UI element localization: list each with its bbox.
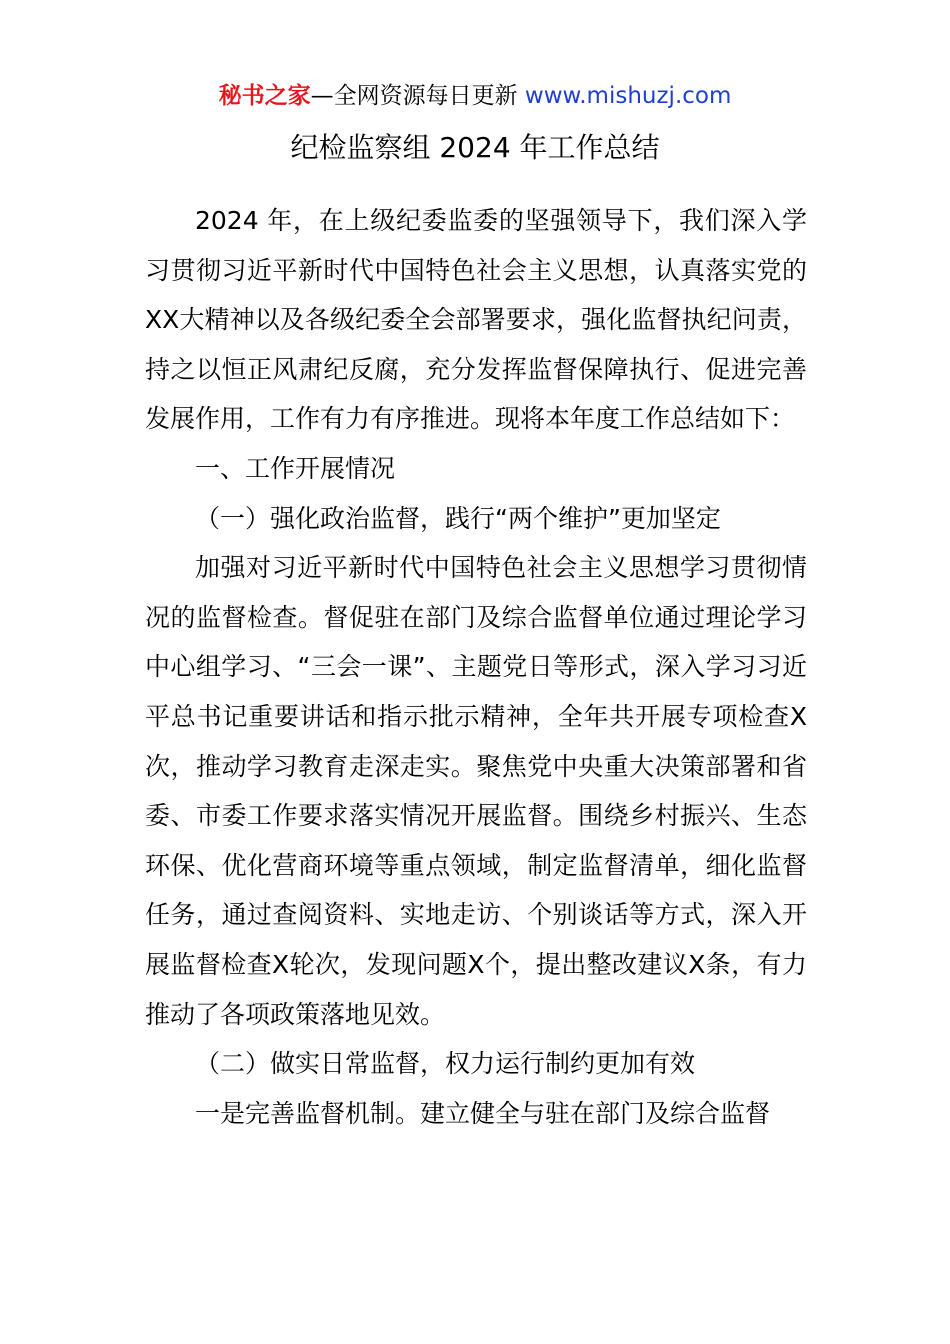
body-paragraph-2: 一是完善监督机制。建立健全与驻在部门及综合监督: [195, 1098, 771, 1128]
intro-paragraph: 2024 年，在上级纪委监委的坚强领导下，我们深入学习贯彻习近平新时代中国特色社会主义思想，认真落实党的XX大精神以及各级纪委全会部署要求，强化监督执纪问责，持之以恒正风肃纪反腐，充分发挥监督保障执行、促进完善发展作用，工作有力有序推进。现将本年度工作总结如下：: [145, 206, 807, 434]
site-url-link[interactable]: www.mishuzj.com: [524, 83, 732, 109]
body-paragraph-1: 加强对习近平新时代中国特色社会主义思想学习贯彻情况的监督检查。督促驻在部门及综合监督单位通过理论学习中心组学习、“三会一课”、主题党日等形式，深入学习习近平总书记重要讲话和指示批示精神，全年共开展专项检查X次，推动学习教育走深走实。聚焦党中央重大决策部署和省委、市委工作要求落实情况开展监督。围绕乡村振兴、生态环保、优化营商环境等重点领域，制定监督清单，细化监督任务，通过查阅资料、实地走访、个别谈话等方式，深入开展监督检查X轮次，发现问题X个，提出整改建议X条，有力推动了各项政策落地见效。: [145, 553, 807, 1029]
site-header: [0, 80, 950, 112]
document-body: [145, 196, 807, 1138]
subsection-heading-1: （一）强化政治监督，践行“两个维护”更加坚定: [195, 503, 721, 533]
document-title: 纪检监察组 2024 年工作总结: [290, 131, 660, 164]
site-brand: 秘书之家: [218, 83, 311, 109]
section-heading-1: 一、工作开展情况: [195, 453, 396, 483]
subsection-heading-2: （二）做实日常监督，权力运行制约更加有效: [195, 1049, 696, 1079]
site-tagline: —全网资源每日更新: [310, 83, 518, 109]
